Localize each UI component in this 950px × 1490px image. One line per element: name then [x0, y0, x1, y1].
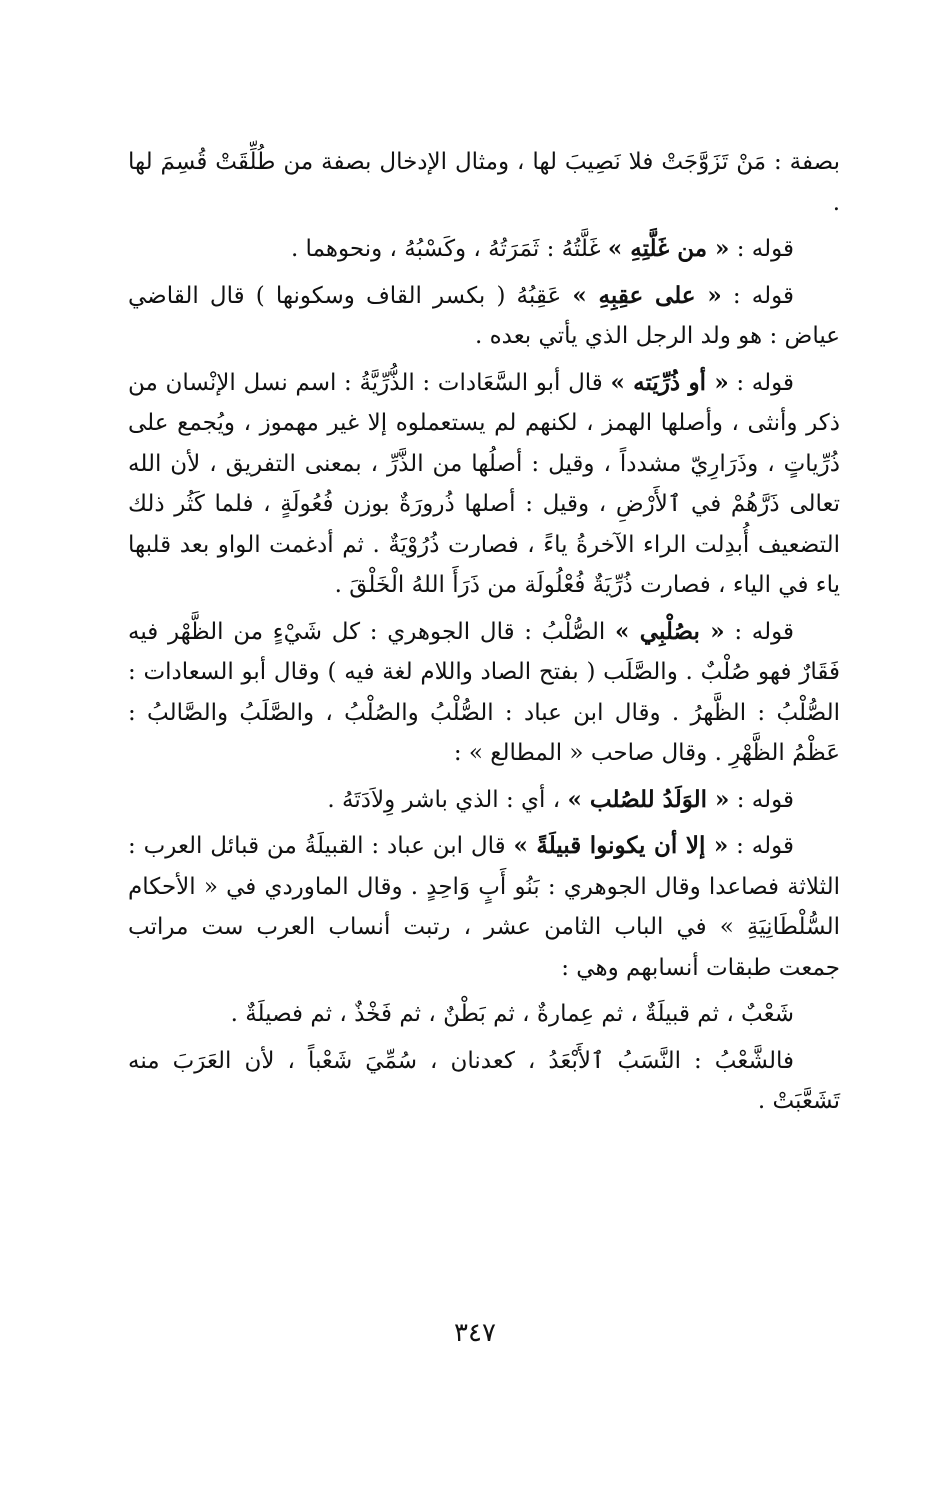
paragraph-text: فالشَّعْبُ : النَّسَبُ ٱلأَبْعَدُ ، كعدنان ، سُمِّيَ شَعْباً ، لأن العَرَبَ منه تَشَعَّبَتْ . — [128, 1047, 840, 1114]
paragraph-3 — [128, 363, 840, 606]
paragraph-4 — [128, 612, 840, 774]
paragraph-2 — [128, 276, 840, 357]
lemma-term: « على عقِبِهِ » — [572, 281, 722, 309]
paragraph-lead: قوله : — [729, 786, 794, 813]
paragraph-5 — [128, 780, 840, 821]
paragraph-text: ، أي : الذي باشر وِلاَدَتَهُ . — [327, 786, 568, 813]
paragraph-1 — [128, 229, 840, 270]
paragraph-lead: قوله : — [724, 618, 794, 645]
paragraph-text: غَلَّتُهُ : ثَمَرَتُهُ ، وكَسْبُهُ ، ونحوهما . — [290, 236, 608, 262]
paragraph-text: قال ابن عباد : القبيلَةُ من قبائل العرب : الثلاثة فصاعدا وقال الجوهري : بَنُو أَبٍ وَاحِدٍ . وقال الماوردي في « الأحكام السُّلْطَانِيَةِ » في الباب الثامن عشر ، رتبت أنساب العرب ست مراتب جمعت طبقات أنسابهم وهي : — [128, 833, 840, 981]
paragraph-text: الصُّلْبُ : قال الجوهري : كل شَيْءٍ من الظَّهْر فيه فَقَارٌ فهو صُلْبٌ . والصَّلَب ( بفتح الصاد واللام لغة فيه ) وقال أبو السعادات : الصُّلْبُ : الظَّهرُ . وقال ابن عباد : الصُّلْبُ والصُلْبُ ، والصَّلَبُ والصَّالبُ : عَظْمُ الظَّهْرِ . وقال صاحب « المطالع » : — [128, 618, 840, 766]
lemma-term: « أو ذُرِّيَته » — [610, 368, 729, 396]
paragraph-text: شَعْبٌ ، ثم قبيلَةٌ ، ثم عِمارةٌ ، ثم بَطْنٌ ، ثم فَخْذٌ ، ثم فصيلَةٌ . — [230, 1001, 794, 1027]
paragraph-8 — [128, 1041, 840, 1122]
paragraph-0 — [128, 142, 840, 223]
paragraph-text: بصفة : مَنْ تَزَوَّجَتْ فلا نَصِيبَ لها ، ومثال الإدخال بصفة من طُلِّقَتْ قُسِمَ لها . — [128, 149, 840, 216]
lemma-term: « بصُلْبِي » — [615, 617, 725, 645]
paragraph-lead: قوله : — [721, 282, 794, 309]
page-body — [128, 142, 840, 1128]
paragraph-text: عَقِبُهُ ( بكسر القاف وسكونها ) قال القاضي عياض : هو ولد الرجل الذي يأتي بعده . — [128, 282, 840, 349]
paragraph-text: قال أبو السَّعَادات : الذُّرِّيَّةُ : اسم نسل الإنْسان من ذكر وأنثى ، وأصلها الهمز ، لكنهم لم يستعملوه إلا غير مهموز ، ويُجمع على ذُرِّياتٍ ، وذَرَارِيّ مشدداً ، وقيل : أصلُها من الذَّرِّ ، بمعنى التفريق ، لأن الله تعالى ذَرَّهُمْ في ٱلأَرْضِ ، وقيل : أصلها ذُرورَةٌ بوزن فُعُولَةٍ ، فلما كَثُر ذلك التضعيف أُبدِلت الراء الآخرةُ ياءً ، فصارت ذُرُوْيَةٌ . ثم أدغمت الواو بعد قلبها ياء في الياء ، فصارت ذُرِّيَةٌ فُعْلُولَة من ذَرَأَ اللهُ الْخَلْقَ . — [128, 369, 840, 598]
lemma-term: « من غَلَّتِهِ » — [607, 235, 730, 262]
lemma-term: « الوَلَدُ للصُلب » — [567, 785, 730, 813]
paragraph-7 — [128, 994, 840, 1035]
lemma-term: « إلا أن يكونوا قبيلَةً » — [513, 832, 729, 859]
paragraph-lead: قوله : — [728, 369, 795, 396]
paragraph-6 — [128, 826, 840, 988]
page-number: ٣٤٧ — [454, 1318, 496, 1348]
paragraph-lead: قوله : — [729, 236, 794, 262]
paragraph-lead: قوله : — [728, 833, 794, 859]
